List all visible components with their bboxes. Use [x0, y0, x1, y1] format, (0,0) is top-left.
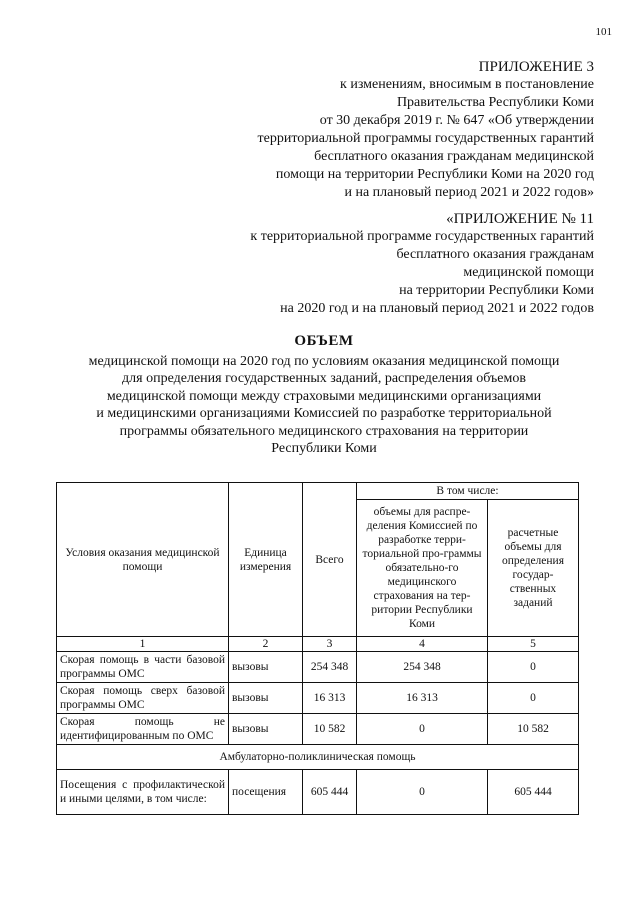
- page-number: 101: [595, 26, 612, 38]
- row-unit: посещения: [229, 770, 303, 815]
- column-number: 3: [303, 637, 357, 652]
- row-commission: 254 348: [357, 652, 488, 683]
- column-number: 2: [229, 637, 303, 652]
- title-line: медицинской помощи между страховыми медицинскими организациями: [106, 388, 542, 404]
- annex-11-title: «ПРИЛОЖЕНИЕ № 11: [446, 211, 594, 227]
- document-heading: ОБЪЕМ: [294, 333, 354, 349]
- title-line: для определения государственных заданий, распределения объемов: [122, 371, 526, 386]
- row-commission: 0: [357, 714, 488, 745]
- column-number: 5: [488, 637, 579, 652]
- header-conditions: Условия оказания медицинской помощи: [57, 483, 229, 637]
- title-line: медицинской помощи на 2020 год по условиям оказания медицинской помощи: [88, 353, 560, 369]
- header-calculated: расчетные объемы для определения государ-ственных заданий: [488, 500, 579, 637]
- row-total: 605 444: [303, 770, 357, 815]
- header-including: В том числе:: [357, 483, 579, 500]
- column-number: 4: [357, 637, 488, 652]
- table-row: [57, 714, 579, 745]
- row-total: 10 582: [303, 714, 357, 745]
- header-row: [57, 483, 579, 500]
- row-commission: 0: [357, 770, 488, 815]
- annex-3-line: от 30 декабря 2019 г. № 647 «Об утверждении: [319, 113, 594, 128]
- annex-3-title: ПРИЛОЖЕНИЕ 3: [478, 59, 594, 75]
- row-condition: Скорая помощь сверх базовой программы ОМС: [57, 683, 229, 714]
- section-title: Амбулаторно-поликлиническая помощь: [57, 745, 579, 770]
- row-unit: вызовы: [229, 683, 303, 714]
- column-number: 1: [57, 637, 229, 652]
- annex-3-block: [258, 58, 594, 202]
- row-calculated: 10 582: [488, 714, 579, 745]
- annex-11-block: [250, 210, 594, 318]
- annex-3-line: бесплатного оказания гражданам медицинской: [314, 149, 594, 164]
- annex-3-line: территориальной программы государственных гарантий: [257, 131, 594, 146]
- row-total: 254 348: [303, 652, 357, 683]
- annex-3-line: Правительства Республики Коми: [396, 95, 594, 110]
- title-line: программы обязательного медицинского страхования на территории: [119, 423, 529, 439]
- column-number-row: [57, 637, 579, 652]
- row-unit: вызовы: [229, 652, 303, 683]
- row-condition: Посещения с профилактической и иными целями, в том числе:: [57, 770, 229, 815]
- annex-3-line: и на плановый период 2021 и 2022 годов»: [344, 185, 594, 200]
- title-line: Республики Коми: [271, 441, 377, 456]
- row-calculated: 0: [488, 652, 579, 683]
- row-condition: Скорая помощь не идентифицированным по ОМС: [57, 714, 229, 745]
- row-calculated: 605 444: [488, 770, 579, 815]
- title-line: и медицинскими организациями Комиссией по разработке территориальной: [96, 406, 552, 421]
- document-title: [54, 333, 594, 458]
- row-condition: Скорая помощь в части базовой программы ОМС: [57, 652, 229, 683]
- annex-3-line: помощи на территории Республики Коми на 2020 год: [275, 167, 594, 182]
- header-commission: объемы для распре-деления Комиссией по разработке терри-ториальной про-граммы обязательно-го медицинского страхования на тер-ритории Республики Коми: [357, 500, 488, 637]
- row-unit: вызовы: [229, 714, 303, 745]
- row-calculated: 0: [488, 683, 579, 714]
- annex-11-line: медицинской помощи: [463, 265, 594, 280]
- table-row: [57, 652, 579, 683]
- annex-11-line: к территориальной программе государственных гарантий: [250, 229, 594, 244]
- annex-11-line: бесплатного оказания гражданам: [396, 247, 594, 262]
- annex-3-line: к изменениям, вносимым в постановление: [340, 77, 594, 92]
- table-row: [57, 770, 579, 815]
- header-total: Всего: [303, 483, 357, 637]
- table-row: [57, 683, 579, 714]
- header-unit: Единица измерения: [229, 483, 303, 637]
- volume-table: [56, 482, 579, 815]
- annex-11-line: на территории Республики Коми: [399, 283, 594, 298]
- row-commission: 16 313: [357, 683, 488, 714]
- annex-11-line: на 2020 год и на плановый период 2021 и 2022 годов: [280, 301, 594, 316]
- section-row: [57, 745, 579, 770]
- row-total: 16 313: [303, 683, 357, 714]
